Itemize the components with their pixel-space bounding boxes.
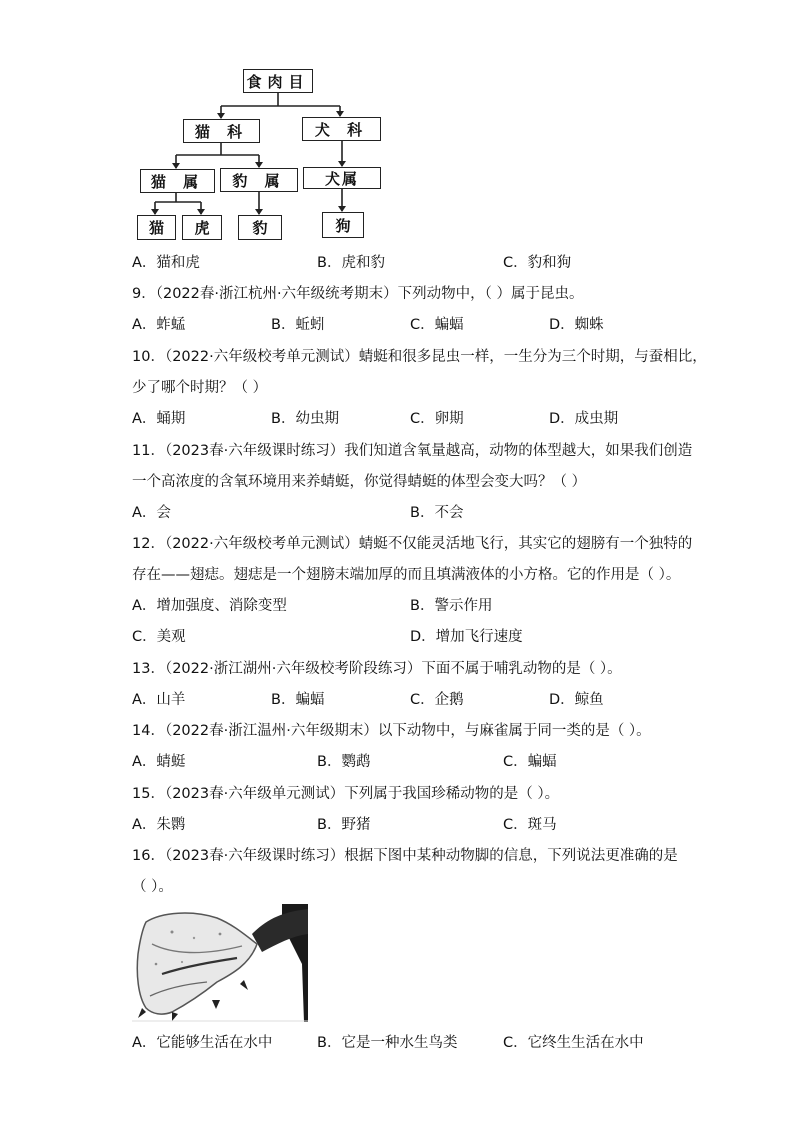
- q10-option-b[interactable]: B．幼虫期: [271, 411, 339, 427]
- q9-option-b[interactable]: B．蚯蚓: [271, 317, 325, 333]
- tree-node-root: 食肉目: [243, 69, 313, 93]
- q16-option-a[interactable]: A．它能够生活在水中: [132, 1035, 273, 1051]
- q8-option-c[interactable]: C．豹和狗: [503, 255, 572, 271]
- q9-option-c[interactable]: C．蝙蝠: [410, 317, 464, 333]
- q8-option-a[interactable]: A．猫和虎: [132, 255, 200, 271]
- q15-option-b[interactable]: B．野猪: [317, 817, 371, 833]
- tree-node-cat-family: 猫 科: [183, 119, 260, 143]
- tree-node-tiger: 虎: [182, 215, 222, 240]
- q11-option-b[interactable]: B．不会: [410, 505, 464, 521]
- q12-option-d[interactable]: D．增加飞行速度: [410, 629, 523, 645]
- webbed-foot-image: [132, 904, 308, 1022]
- q14-stem: 14．（2022春·浙江温州·六年级期末）以下动物中，与麻雀属于同一类的是（ ）。: [132, 723, 651, 739]
- tree-node-dog: 狗: [322, 212, 364, 238]
- q11-stem-line1: 11．（2023春·六年级课时练习）我们知道含氧量越高，动物的体型越大，如果我们创造: [132, 443, 693, 459]
- tree-node-leopard-genus: 豹 属: [220, 168, 298, 192]
- q10-option-a[interactable]: A．蛹期: [132, 411, 186, 427]
- q16-stem-line2: （ ）。: [132, 879, 173, 895]
- q11-option-a[interactable]: A．会: [132, 505, 171, 521]
- q16-option-b[interactable]: B．它是一种水生鸟类: [317, 1035, 458, 1051]
- q10-stem-line2: 少了哪个时期？（ ）: [132, 380, 268, 396]
- tree-node-dog-genus: 犬属: [303, 167, 381, 189]
- tree-connector-lines: [0, 0, 794, 250]
- q13-option-a[interactable]: A．山羊: [132, 692, 186, 708]
- q9-option-a[interactable]: A．蚱蜢: [132, 317, 186, 333]
- tree-node-cat: 猫: [137, 215, 176, 240]
- q12-option-a[interactable]: A．增加强度、消除变型: [132, 598, 287, 614]
- q13-option-c[interactable]: C．企鹅: [410, 692, 464, 708]
- q12-option-c[interactable]: C．美观: [132, 629, 186, 645]
- q14-option-c[interactable]: C．蝙蝠: [503, 754, 557, 770]
- q14-option-b[interactable]: B．鹦鹉: [317, 754, 371, 770]
- q12-stem-line2: 存在——翅痣。翅痣是一个翅膀末端加厚的而且填满液体的小方格。它的作用是（ ）。: [132, 567, 681, 583]
- q11-stem-line2: 一个高浓度的含氧环境用来养蜻蜓，你觉得蜻蜓的体型会变大吗？（ ）: [132, 474, 587, 490]
- q16-stem-line1: 16．（2023春·六年级课时练习）根据下图中某种动物脚的信息，下列说法更准确的是: [132, 848, 678, 864]
- q9-stem: 9．（2022春·浙江杭州·六年级统考期末）下列动物中，（ ）属于昆虫。: [132, 286, 584, 302]
- q16-option-c[interactable]: C．它终生生活在水中: [503, 1035, 644, 1051]
- tree-node-dog-family: 犬 科: [302, 117, 381, 141]
- q10-option-c[interactable]: C．卵期: [410, 411, 464, 427]
- q15-option-a[interactable]: A．朱鹮: [132, 817, 186, 833]
- q15-stem: 15．（2023春·六年级单元测试）下列属于我国珍稀动物的是（ ）。: [132, 786, 560, 802]
- q8-option-b[interactable]: B．虎和豹: [317, 255, 385, 271]
- q10-stem-line1: 10．（2022·六年级校考单元测试）蜻蜓和很多昆虫一样，一生分为三个时期，与蚕相比，: [132, 349, 707, 365]
- q15-option-c[interactable]: C．斑马: [503, 817, 557, 833]
- q12-stem-line1: 12．（2022·六年级校考单元测试）蜻蜓不仅能灵活地飞行，其实它的翅膀有一个独特的: [132, 536, 693, 552]
- q12-option-b[interactable]: B．警示作用: [410, 598, 493, 614]
- q14-option-a[interactable]: A．蜻蜓: [132, 754, 186, 770]
- q10-option-d[interactable]: D．成虫期: [549, 411, 619, 427]
- q9-option-d[interactable]: D．蜘蛛: [549, 317, 604, 333]
- q13-stem: 13．（2022·浙江湖州·六年级校考阶段练习）下面不属于哺乳动物的是（ ）。: [132, 661, 622, 677]
- q13-option-d[interactable]: D．鲸鱼: [549, 692, 604, 708]
- tree-node-cat-genus: 猫 属: [140, 169, 215, 193]
- tree-node-leopard: 豹: [238, 215, 282, 240]
- q13-option-b[interactable]: B．蝙蝠: [271, 692, 325, 708]
